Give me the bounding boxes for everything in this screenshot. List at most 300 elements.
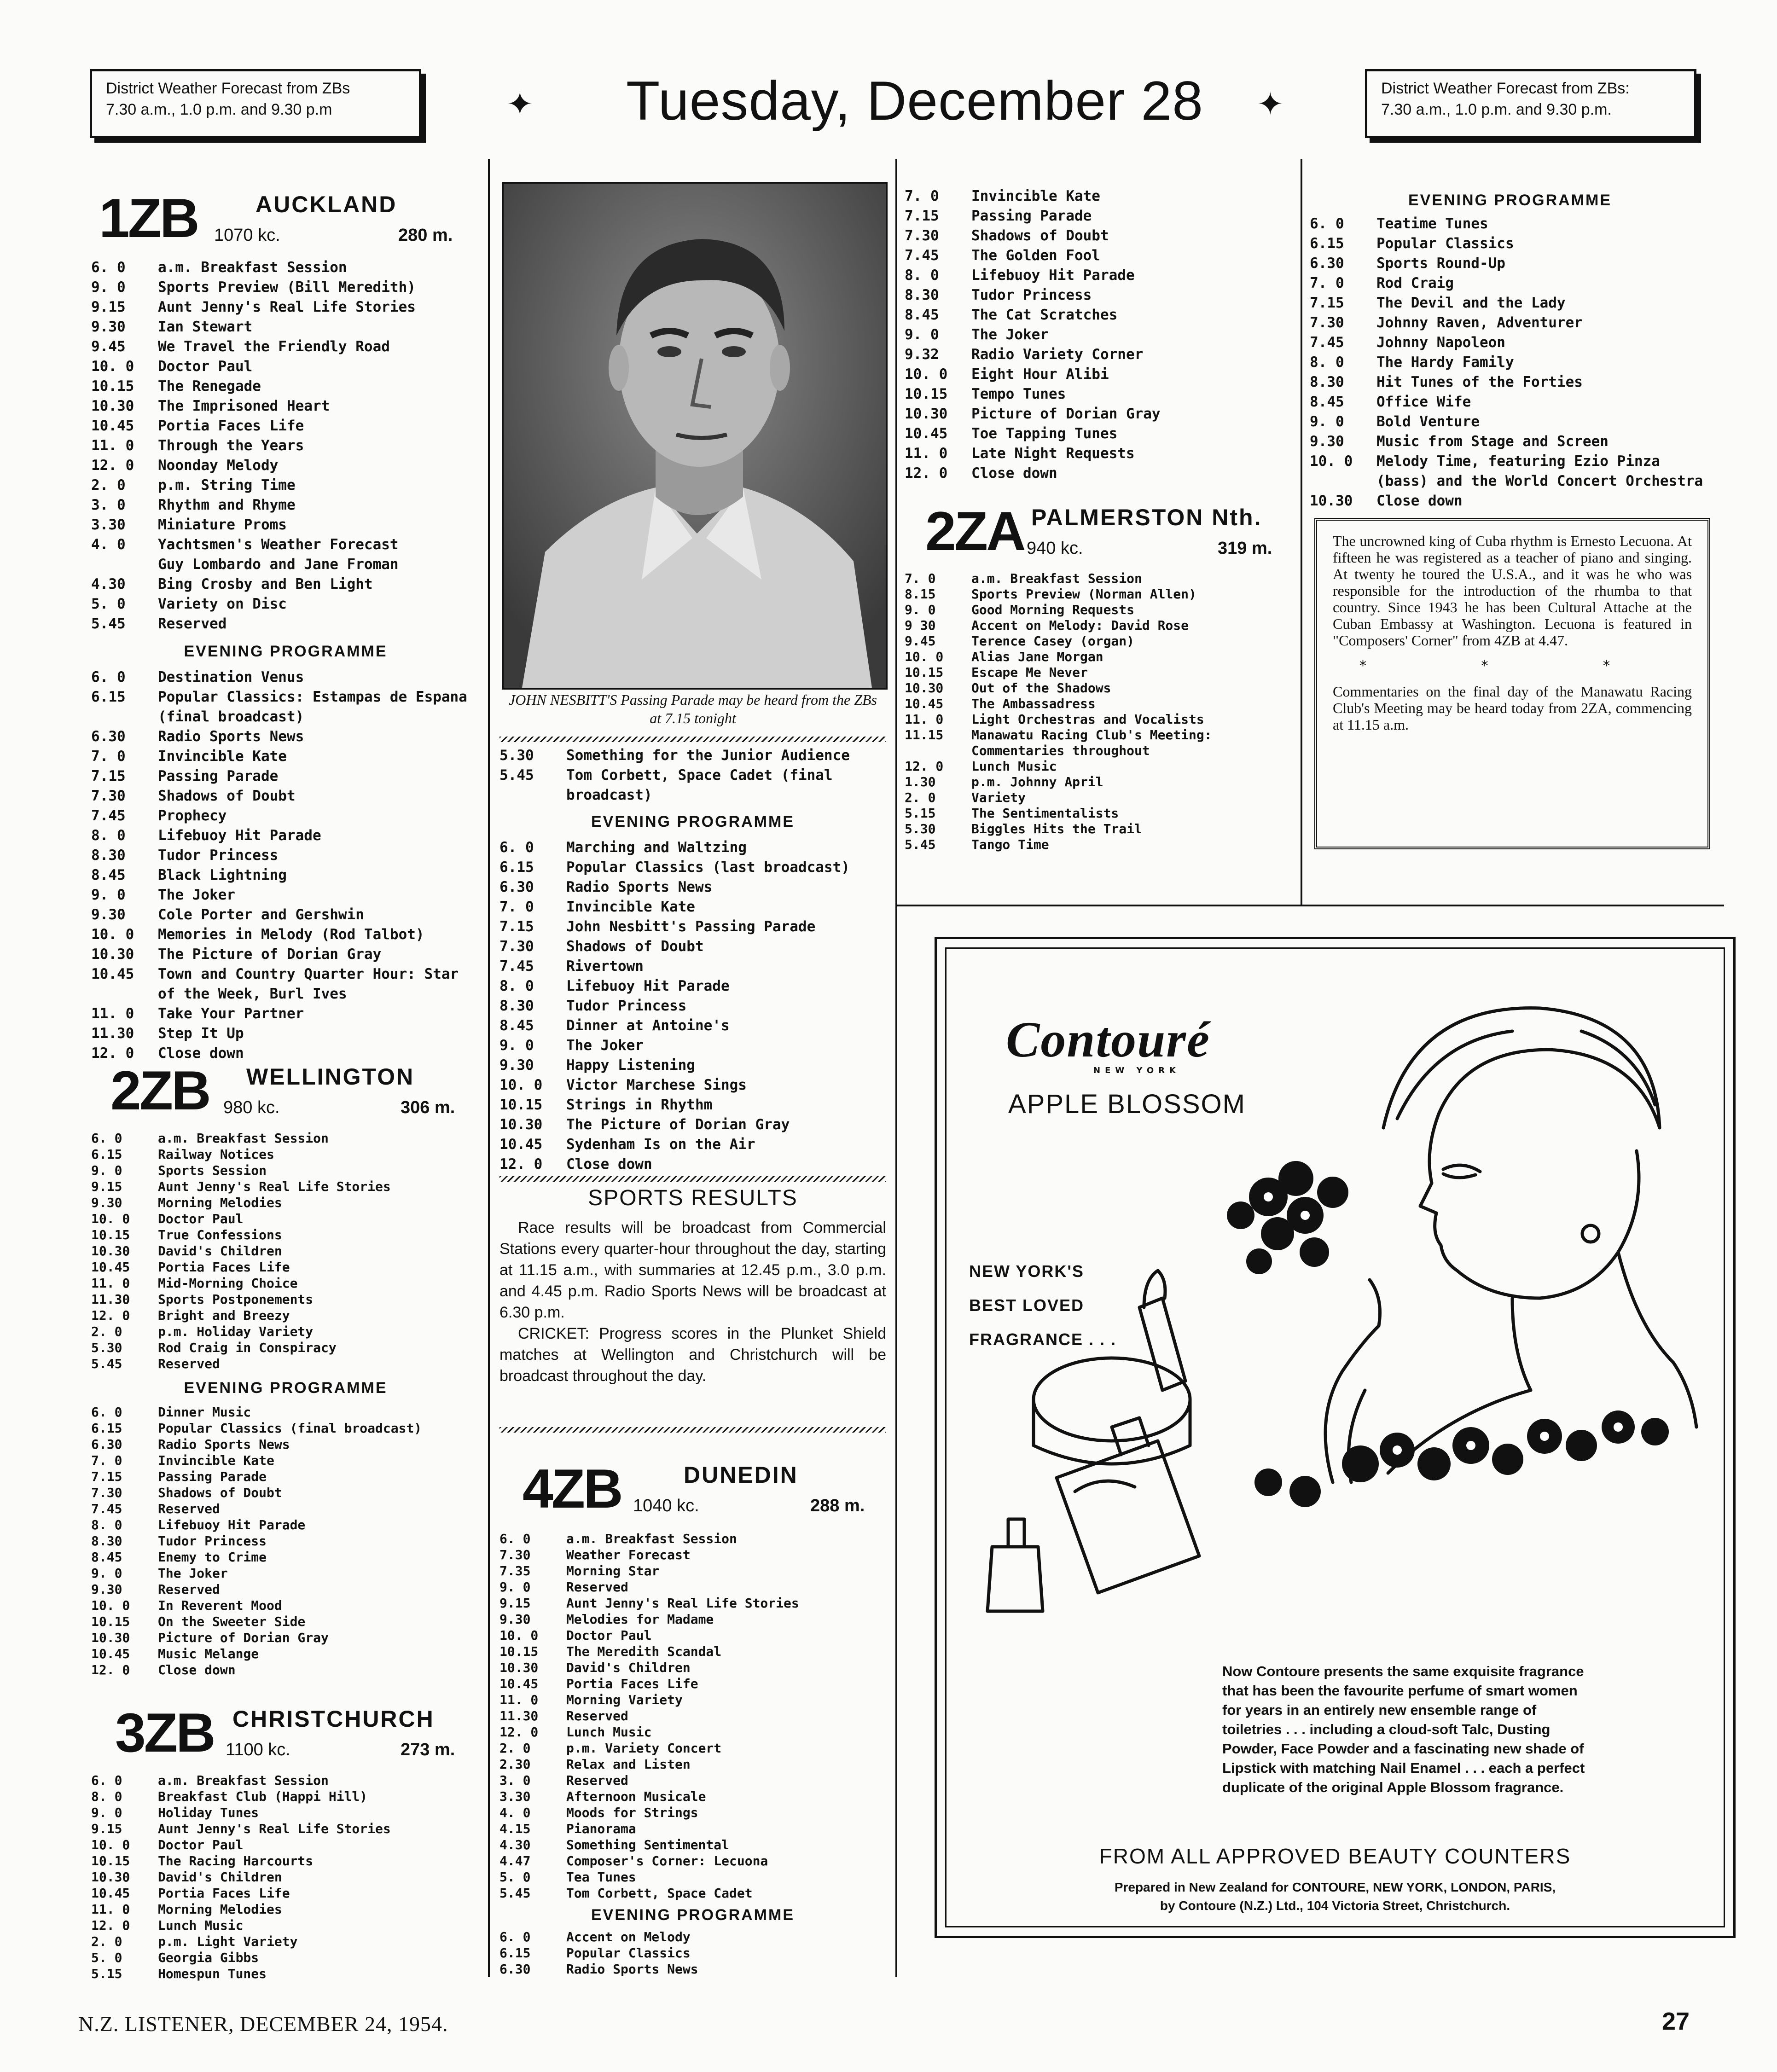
schedule-programme: Take Your Partner	[158, 1005, 304, 1022]
ad-tagline-line2: BEST LOVED	[969, 1296, 1085, 1315]
schedule-time: 1.30	[905, 774, 936, 789]
schedule-row	[91, 1613, 480, 1630]
divider-wavy-3	[499, 1427, 886, 1433]
station-freq-2zb: 980 kc.	[223, 1098, 280, 1117]
schedule-row	[499, 1805, 886, 1821]
schedule-row	[905, 464, 1296, 483]
schedule-row	[499, 1885, 886, 1901]
schedule-row	[91, 1243, 480, 1259]
schedule-row	[91, 317, 480, 337]
schedule-time: 7.45	[499, 958, 534, 975]
schedule-1zb-evening	[91, 667, 480, 1063]
schedule-time: 7. 0	[499, 899, 534, 915]
schedule-programme: Pianorama	[566, 1821, 636, 1836]
schedule-programme: Tempo Tunes	[971, 386, 1066, 402]
schedule-programme: Lifebuoy Hit Parade	[158, 1517, 306, 1532]
schedule-programme: Bold Venture	[1376, 413, 1480, 430]
schedule-time: 11. 0	[905, 712, 944, 727]
schedule-time: 6.15	[91, 1421, 122, 1436]
schedule-1zb-day	[91, 258, 480, 634]
schedule-time: 12. 0	[91, 1662, 130, 1677]
schedule-programme: Rivertown	[566, 958, 644, 975]
evening-heading-1zb: EVENING PROGRAMME	[184, 643, 388, 660]
schedule-programme: p.m. Johnny April	[971, 774, 1103, 789]
schedule-time: 4. 0	[499, 1805, 531, 1820]
weather-left-line2: 7.30 a.m., 1.0 p.m. and 9.30 p.m	[106, 101, 332, 118]
schedule-row	[91, 1805, 480, 1821]
schedule-time: 8.30	[91, 1533, 122, 1549]
schedule-programme: Good Morning Requests	[971, 602, 1135, 617]
schedule-row	[91, 535, 480, 555]
station-city-4zb: DUNEDIN	[684, 1462, 798, 1488]
schedule-row	[499, 996, 886, 1016]
schedule-programme: Reserved	[566, 1773, 628, 1788]
schedule-programme: Tango Time	[971, 837, 1049, 852]
schedule-time: 9.15	[91, 299, 126, 315]
schedule-row	[499, 1724, 886, 1740]
column-rule-2	[895, 159, 897, 1977]
schedule-programme: Reserved	[158, 1582, 220, 1597]
weather-box-left	[90, 69, 421, 138]
schedule-row	[905, 712, 1296, 727]
schedule-time: 6.15	[499, 1945, 531, 1961]
schedule-programme: a.m. Breakfast Session	[566, 1531, 737, 1546]
schedule-time: 9.15	[499, 1596, 531, 1611]
schedule-row	[905, 774, 1296, 790]
schedule-row	[499, 1708, 886, 1724]
schedule-row	[91, 258, 480, 278]
page-number: 27	[1662, 2008, 1690, 2035]
schedule-time: 7.35	[499, 1563, 531, 1579]
schedule-time: 9. 0	[91, 887, 126, 903]
schedule-programme: Doctor Paul	[158, 1211, 244, 1226]
column-rule-1	[488, 159, 490, 1977]
schedule-row	[499, 1788, 886, 1805]
schedule-time: 9.45	[91, 338, 126, 355]
schedule-time: 2. 0	[91, 1934, 122, 1949]
schedule-row	[1310, 214, 1715, 234]
schedule-row	[91, 515, 480, 535]
schedule-programme: Happy Listening	[566, 1057, 695, 1074]
schedule-time: 10.30	[91, 1243, 130, 1259]
schedule-time: 7.15	[905, 208, 939, 224]
schedule-time: 6. 0	[91, 669, 126, 685]
schedule-row	[91, 1885, 480, 1901]
schedule-row	[91, 1788, 480, 1805]
schedule-programme: Tudor Princess	[566, 998, 687, 1014]
schedule-time: 2. 0	[91, 1324, 122, 1339]
schedule-row	[91, 1646, 480, 1662]
schedule-row	[499, 1945, 886, 1961]
schedule-row	[905, 285, 1296, 305]
schedule-time: 7.15	[91, 1469, 122, 1484]
schedule-programme: The Joker	[971, 326, 1049, 343]
schedule-programme: Noonday Melody	[158, 457, 279, 474]
schedule-row	[1310, 333, 1715, 353]
schedule-row	[91, 495, 480, 515]
schedule-programme: Invincible Kate	[566, 899, 695, 915]
schedule-time: 8. 0	[905, 267, 939, 284]
schedule-time: 10.15	[905, 665, 944, 680]
schedule-row	[499, 766, 886, 805]
schedule-programme: The Ambassadress	[971, 696, 1096, 711]
schedule-row	[1310, 353, 1715, 372]
schedule-time: 3.30	[91, 517, 126, 533]
schedule-programme: True Confessions	[158, 1227, 282, 1242]
schedule-row	[499, 1692, 886, 1708]
schedule-time: 9 30	[905, 618, 936, 633]
schedule-row	[91, 1004, 480, 1024]
schedule-programme: Late Night Requests	[971, 445, 1135, 462]
lecuona-note	[1314, 518, 1710, 849]
schedule-programme: Portia Faces Life	[158, 1886, 290, 1901]
schedule-time: 5.15	[91, 1966, 122, 1981]
schedule-row	[905, 837, 1296, 853]
schedule-time: 8.30	[905, 287, 939, 303]
evening-heading-4zb: EVENING PROGRAMME	[591, 1906, 795, 1924]
schedule-time: 5.15	[905, 806, 936, 821]
schedule-3zb-evening	[499, 838, 886, 1174]
lecuona-note-para1: The uncrowned king of Cuba rhythm is Ernesto Lecuona. At fifteen he was registered as a teacher of piano and singing. At twenty he toured the U.S.A., and it was he who was responsible for the introduction of the rhumba to that country. Since 1943 he has been Cultural Attache at the Cuban Embassy at Washington. Lecuona is featured in "Composers' Corner" from 4ZB at 4.47.	[1333, 533, 1692, 649]
evening-heading-2za: EVENING PROGRAMME	[1408, 192, 1612, 209]
schedule-row	[905, 444, 1296, 464]
schedule-time: 10. 0	[91, 926, 134, 943]
schedule-time: 9. 0	[905, 602, 936, 617]
station-wave-4zb: 288 m.	[810, 1496, 865, 1515]
schedule-row	[91, 1549, 480, 1565]
schedule-programme: The Meredith Scandal	[566, 1644, 722, 1659]
star-ornament-right: ✦	[1257, 85, 1284, 123]
schedule-row	[91, 416, 480, 436]
schedule-programme: Aunt Jenny's Real Life Stories	[158, 1821, 391, 1836]
schedule-row	[499, 1595, 886, 1611]
schedule-time	[91, 555, 158, 575]
schedule-programme: Portia Faces Life	[158, 418, 304, 434]
schedule-programme: Dinner at Antoine's	[566, 1017, 730, 1034]
schedule-2za-day	[905, 571, 1296, 853]
schedule-time: 11.30	[499, 1708, 539, 1724]
schedule-time: 2. 0	[91, 477, 126, 493]
station-call-2za: 2ZA	[925, 500, 1024, 562]
station-freq-3zb: 1100 kc.	[226, 1740, 290, 1759]
schedule-time: 9. 0	[499, 1579, 531, 1595]
schedule-programme: Memories in Melody (Rod Talbot)	[158, 926, 424, 943]
schedule-3zb-day	[91, 1772, 480, 1982]
schedule-time: 10. 0	[91, 1211, 130, 1226]
schedule-row	[91, 1630, 480, 1646]
schedule-programme: Railway Notices	[158, 1147, 274, 1162]
schedule-programme: Weather Forecast	[566, 1547, 691, 1562]
schedule-row	[1310, 432, 1715, 452]
schedule-row	[91, 846, 480, 865]
schedule-time: 6.15	[91, 689, 126, 705]
schedule-programme: Close down	[566, 1156, 652, 1172]
schedule-row	[91, 1933, 480, 1950]
schedule-programme: We Travel the Friendly Road	[158, 338, 390, 355]
station-wave-2zb: 306 m.	[401, 1098, 455, 1117]
schedule-programme: Reserved	[158, 1501, 220, 1516]
section-rule-top-right	[895, 905, 1724, 906]
ad-imprint	[937, 1878, 1733, 1915]
schedule-time: 4.30	[499, 1837, 531, 1852]
schedule-row	[91, 1420, 480, 1436]
schedule-row	[499, 1135, 886, 1155]
schedule-programme: Tudor Princess	[158, 847, 279, 864]
schedule-time: 11.15	[905, 727, 944, 743]
schedule-time: 5.45	[91, 1356, 122, 1371]
schedule-time: 10.15	[499, 1644, 539, 1659]
schedule-programme: Tudor Princess	[158, 1533, 267, 1549]
schedule-row	[1310, 234, 1715, 254]
schedule-time: 7.45	[905, 247, 939, 264]
schedule-programme: Marching and Waltzing	[566, 839, 747, 856]
schedule-row	[499, 1660, 886, 1676]
schedule-row	[499, 1056, 886, 1075]
schedule-time: 12. 0	[91, 1918, 130, 1933]
schedule-programme: Portia Faces Life	[158, 1259, 290, 1275]
schedule-row	[905, 186, 1296, 206]
schedule-row	[499, 1579, 886, 1595]
schedule-programme: p.m. Holiday Variety	[158, 1324, 314, 1339]
schedule-programme: Johnny Raven, Adventurer	[1376, 314, 1583, 331]
schedule-time: 6. 0	[91, 1773, 122, 1788]
schedule-row	[905, 806, 1296, 821]
schedule-time: 10. 0	[905, 366, 948, 383]
schedule-row	[905, 384, 1296, 404]
schedule-row	[905, 727, 1296, 759]
schedule-programme: The Hardy Family	[1376, 354, 1514, 371]
schedule-row	[499, 1563, 886, 1579]
schedule-time: 11. 0	[499, 1692, 539, 1707]
schedule-row	[91, 456, 480, 476]
contoure-advertisement[interactable]	[935, 937, 1736, 1938]
station-city-2zb: WELLINGTON	[246, 1064, 415, 1090]
schedule-2za-evening	[1310, 214, 1715, 511]
schedule-time: 5.45	[91, 615, 126, 632]
star-ornament-left: ✦	[506, 85, 534, 123]
schedule-row	[499, 957, 886, 976]
ad-brand-sub: NEW YORK	[1093, 1066, 1180, 1075]
schedule-time: 8.45	[905, 307, 939, 323]
schedule-time: 9. 0	[1310, 413, 1344, 430]
station-call-2zb: 2ZB	[110, 1060, 209, 1121]
schedule-time: 5.45	[499, 767, 534, 784]
schedule-row	[91, 687, 480, 727]
schedule-row	[91, 1581, 480, 1597]
schedule-programme: Shadows of Doubt	[971, 227, 1109, 244]
schedule-row	[499, 746, 886, 766]
schedule-programme: Lunch Music	[971, 759, 1057, 774]
schedule-row	[1310, 273, 1715, 293]
evening-heading-2zb: EVENING PROGRAMME	[184, 1379, 388, 1397]
schedule-programme: Invincible Kate	[158, 1453, 274, 1468]
schedule-time: 12. 0	[499, 1724, 539, 1740]
schedule-programme: Georgia Gibbs	[158, 1950, 259, 1965]
schedule-time: 12. 0	[91, 1308, 130, 1323]
schedule-programme: Manawatu Racing Club's Meeting: Commentaries throughout	[971, 727, 1212, 758]
schedule-time: 7. 0	[905, 188, 939, 204]
schedule-time: 3.30	[499, 1789, 531, 1804]
schedule-programme: Something for the Junior Audience	[566, 747, 850, 764]
schedule-row	[499, 1961, 886, 1977]
schedule-programme: Cole Porter and Gershwin	[158, 906, 364, 923]
schedule-programme: Morning Melodies	[158, 1195, 282, 1210]
schedule-programme: Sports Preview (Norman Allen)	[971, 586, 1196, 602]
schedule-row	[499, 838, 886, 858]
schedule-programme: Escape Me Never	[971, 665, 1088, 680]
station-header-1zb	[99, 186, 463, 258]
schedule-row	[91, 1356, 480, 1372]
schedule-row	[91, 1436, 480, 1452]
schedule-time: 10.30	[1310, 493, 1353, 509]
schedule-programme: Lifebuoy Hit Parade	[971, 267, 1135, 284]
schedule-time: 9. 0	[91, 1163, 122, 1178]
schedule-time: 9. 0	[91, 1566, 122, 1581]
schedule-time: 10. 0	[91, 358, 134, 375]
schedule-time: 5. 0	[499, 1869, 531, 1885]
schedule-row	[499, 1756, 886, 1772]
schedule-programme: The Imprisoned Heart	[158, 398, 330, 414]
schedule-time: 9.45	[905, 633, 936, 649]
schedule-row	[91, 1323, 480, 1340]
schedule-programme: Out of the Shadows	[971, 680, 1111, 696]
schedule-time: 6. 0	[499, 839, 534, 856]
schedule-programme: Composer's Corner: Lecuona	[566, 1853, 768, 1869]
schedule-programme: Reserved	[158, 1356, 220, 1371]
schedule-row	[91, 357, 480, 377]
schedule-row	[91, 1130, 480, 1146]
schedule-row	[905, 266, 1296, 285]
schedule-time: 8. 0	[91, 1789, 122, 1804]
schedule-time: 7.30	[91, 1485, 122, 1500]
note-separator: * * *	[1359, 658, 1666, 674]
schedule-time: 7.30	[1310, 314, 1344, 331]
schedule-programme: Breakfast Club (Happi Hill)	[158, 1789, 368, 1804]
schedule-time: 7. 0	[91, 1453, 122, 1468]
schedule-programme: Accent on Melody	[566, 1929, 691, 1944]
schedule-time: 9. 0	[905, 326, 939, 343]
station-call-3zb: 3ZB	[115, 1702, 214, 1764]
schedule-time: 10.15	[91, 1614, 130, 1629]
schedule-time: 11. 0	[91, 1902, 130, 1917]
schedule-row	[91, 476, 480, 495]
schedule-row	[499, 1547, 886, 1563]
schedule-programme: Yachtsmen's Weather Forecast	[158, 536, 399, 553]
schedule-programme: Something Sentimental	[566, 1837, 730, 1852]
schedule-row	[1310, 313, 1715, 333]
schedule-row	[905, 759, 1296, 774]
schedule-programme: The Racing Harcourts	[158, 1853, 314, 1869]
evening-heading-3zb: EVENING PROGRAMME	[591, 813, 795, 830]
schedule-programme: Sports Preview (Bill Meredith)	[158, 279, 416, 296]
schedule-row	[91, 1821, 480, 1837]
schedule-time: 10.15	[91, 378, 134, 395]
schedule-row	[905, 424, 1296, 444]
schedule-time: 9.30	[499, 1057, 534, 1074]
schedule-programme: Reserved	[158, 615, 227, 632]
schedule-row	[91, 1485, 480, 1501]
schedule-row	[1310, 254, 1715, 273]
schedule-time: 7. 0	[1310, 275, 1344, 291]
schedule-time: 12. 0	[91, 1045, 134, 1062]
schedule-time: 8.45	[1310, 394, 1344, 410]
schedule-programme: Close down	[158, 1045, 244, 1062]
schedule-time: 3. 0	[91, 497, 126, 513]
sports-results	[499, 1185, 886, 1387]
schedule-time: 12. 0	[905, 465, 948, 482]
schedule-programme: Dinner Music	[158, 1405, 251, 1420]
schedule-programme: Holiday Tunes	[158, 1805, 259, 1820]
schedule-time: 5.30	[905, 821, 936, 836]
schedule-time: 9.32	[905, 346, 939, 363]
schedule-time: 10.45	[91, 418, 134, 434]
schedule-time: 8. 0	[499, 978, 534, 994]
schedule-programme: Doctor Paul	[158, 358, 253, 375]
schedule-row	[905, 665, 1296, 680]
schedule-row	[905, 571, 1296, 586]
schedule-programme: Morning Melodies	[158, 1902, 282, 1917]
schedule-time: 8.30	[91, 847, 126, 864]
schedule-programme: Enemy to Crime	[158, 1550, 267, 1565]
schedule-time: 9. 0	[91, 1805, 122, 1820]
weather-right-line2: 7.30 a.m., 1.0 p.m. and 9.30 p.m.	[1381, 101, 1612, 118]
schedule-row	[499, 1611, 886, 1627]
schedule-time: 7.45	[91, 807, 126, 824]
schedule-programme: Aunt Jenny's Real Life Stories	[566, 1596, 799, 1611]
schedule-programme: In Reverent Mood	[158, 1598, 282, 1613]
schedule-programme: Popular Classics: Estampas de Espana (final broadcast)	[158, 689, 467, 725]
schedule-row	[91, 1565, 480, 1581]
schedule-programme: Rod Craig in Conspiracy	[158, 1340, 337, 1355]
schedule-programme: Passing Parade	[158, 1469, 267, 1484]
schedule-row	[905, 633, 1296, 649]
schedule-row	[499, 1036, 886, 1056]
ad-imprint-line1: Prepared in New Zealand for CONTOURE, NEW YORK, LONDON, PARIS,	[1114, 1880, 1556, 1894]
schedule-programme: Sydenham Is on the Air	[566, 1136, 755, 1153]
ad-imprint-line2: by Contoure (N.Z.) Ltd., 104 Victoria Street, Christchurch.	[1160, 1898, 1510, 1913]
schedule-row	[91, 1162, 480, 1178]
schedule-2zb-evening	[91, 1404, 480, 1678]
schedule-time: 4. 0	[91, 536, 126, 553]
schedule-programme: The Joker	[566, 1037, 644, 1054]
weather-left-line1: District Weather Forecast from ZBs	[106, 80, 350, 97]
schedule-time: 6. 0	[1310, 215, 1344, 232]
schedule-time: 10.15	[91, 1853, 130, 1869]
schedule-programme: Close down	[158, 1662, 236, 1677]
schedule-programme: Passing Parade	[158, 768, 279, 784]
schedule-row	[905, 206, 1296, 226]
schedule-programme: Popular Classics	[1376, 235, 1514, 252]
schedule-time: 10.45	[91, 966, 134, 982]
schedule-programme: Tudor Princess	[971, 287, 1092, 303]
schedule-programme: Bright and Breezy	[158, 1308, 290, 1323]
sports-results-para1: Race results will be broadcast from Commercial Stations every quarter-hour throughout the day, starting at 11.15 a.m., with summaries at 12.45 p.m., 3.0 p.m. and 4.45 p.m. Radio Sports News will be broadcast at 6.30 p.m.	[499, 1219, 886, 1321]
schedule-row	[91, 1853, 480, 1869]
schedule-row	[499, 1821, 886, 1837]
schedule-row	[91, 1837, 480, 1853]
schedule-row	[499, 1075, 886, 1095]
schedule-row	[91, 594, 480, 614]
schedule-time: 12. 0	[91, 457, 134, 474]
schedule-time: 9. 0	[91, 279, 126, 296]
station-wave-1zb: 280 m.	[398, 226, 453, 245]
schedule-row	[91, 1211, 480, 1227]
schedule-row	[499, 1869, 886, 1885]
schedule-time: 6. 0	[499, 1531, 531, 1546]
schedule-row	[91, 1404, 480, 1420]
schedule-time: 12. 0	[905, 759, 944, 774]
schedule-row	[905, 404, 1296, 424]
